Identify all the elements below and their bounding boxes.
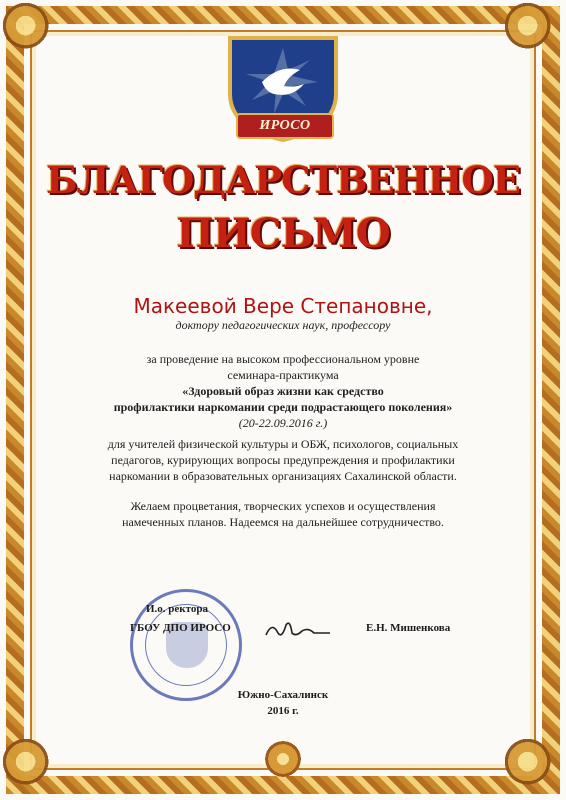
handwritten-signature [262, 615, 334, 643]
footer-city: Южно-Сахалинск [237, 689, 329, 701]
signer-position: И.о. ректора [146, 603, 209, 615]
title-line-2: ПИСЬМО [176, 210, 390, 257]
body-line: педагогов, курирующих вопросы предупреждения и профилактики [111, 453, 455, 467]
body-line: за проведение на высоком профессиональном уровне [146, 352, 420, 366]
body-line: семинара-практикума [227, 368, 339, 382]
seminar-title-line: «Здоровый образ жизни как средство [182, 384, 384, 398]
title-line-1: БЛАГОДАРСТВЕННОЕ [46, 158, 520, 202]
corner-ornament-icon [0, 0, 64, 64]
body-line: для учителей физической культуры и ОБЖ, психологов, социальных [107, 437, 459, 451]
corner-ornament-icon [0, 736, 64, 800]
logo-label: ИРОСО [236, 113, 334, 139]
wishes-line: намеченных планов. Надеемся на дальнейшее сотрудничество. [122, 515, 444, 529]
corner-ornament-icon [502, 0, 566, 64]
body-line: наркомании в образовательных организациях Сахалинской области. [109, 469, 457, 483]
corner-ornament-icon [502, 736, 566, 800]
seminar-title-line: профилактики наркомании среди подрастающего поколения» [113, 400, 453, 414]
signer-organization: ГБОУ ДПО ИРОСО [130, 622, 231, 634]
iroso-logo [222, 30, 344, 142]
recipient-name: Макеевой Вере Степановне, [133, 294, 433, 318]
footer-year: 2016 г. [267, 705, 299, 717]
wishes-line: Желаем процветания, творческих успехов и осуществления [130, 499, 436, 513]
recipient-degree: доктору педагогических наук, профессору [175, 318, 391, 332]
bottom-ornament-icon [262, 738, 304, 780]
seminar-dates: (20-22.09.2016 г.) [238, 416, 328, 430]
signer-name: Е.Н. Мишенкова [366, 622, 451, 634]
